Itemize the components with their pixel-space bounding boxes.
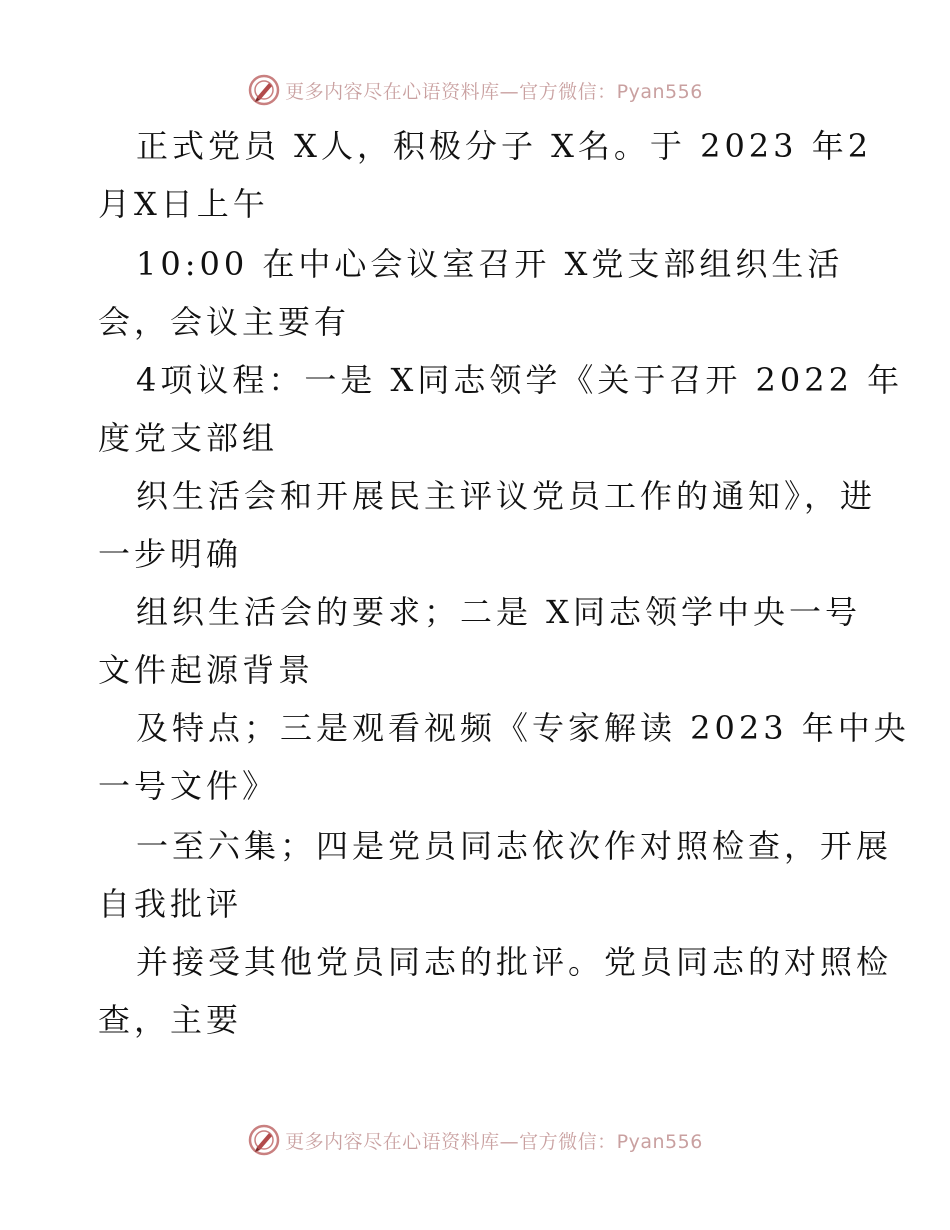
body-line: 并接受其他党员同志的批评。党员同志的对照检: [136, 943, 893, 981]
footer-watermark-text: 更多内容尽在心语资料库—官方微信：Pyan556: [285, 1130, 703, 1153]
body-line: 月X日上午: [98, 185, 269, 223]
body-line: 查，主要: [98, 1001, 243, 1039]
body-line: 及特点；三是观看视频《专家解读 2023 年中央: [136, 709, 910, 747]
body-line: 一步明确: [98, 535, 243, 573]
body-line: 正式党员 X人，积极分子 X名。于 2023 年2: [136, 127, 873, 165]
body-line: 织生活会和开展民主评议党员工作的通知》，进: [136, 477, 877, 515]
body-line: 一至六集；四是党员同志依次作对照检查，开展: [136, 827, 893, 865]
header-watermark-text: 更多内容尽在心语资料库—官方微信：Pyan556: [285, 80, 703, 103]
body-line: 文件起源背景: [98, 651, 315, 689]
body-line: 10:00 在中心会议室召开 X党支部组织生活: [136, 245, 844, 283]
pen-logo-icon: [247, 1123, 281, 1157]
body-line: 组织生活会的要求；二是 X同志领学中央一号: [136, 593, 861, 631]
footer-watermark: [0, 1120, 950, 1160]
pen-logo-icon: [247, 73, 281, 107]
body-line: 一号文件》: [98, 767, 279, 805]
body-line: 会，会议主要有: [98, 303, 351, 341]
header-watermark: [0, 70, 950, 110]
body-line: 自我批评: [98, 885, 243, 923]
body-line: 4项议程：一是 X同志领学《关于召开 2022 年: [136, 361, 904, 399]
body-line: 度党支部组: [98, 419, 279, 457]
